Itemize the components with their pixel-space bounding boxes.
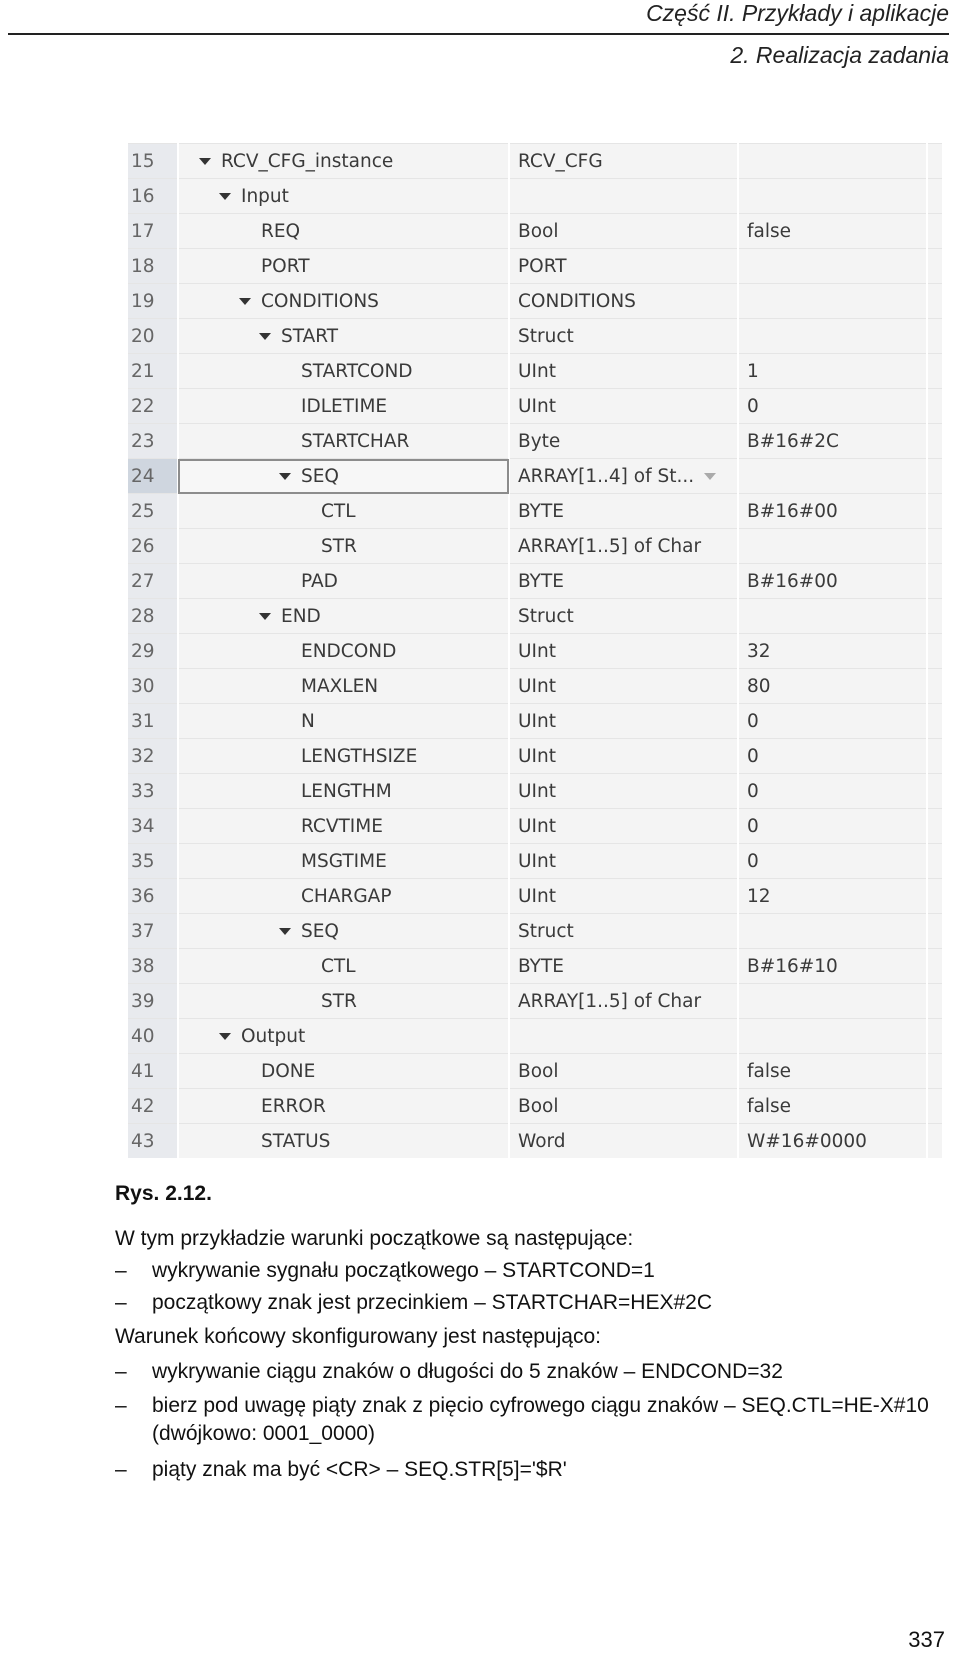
start-value-cell[interactable]: 0: [738, 774, 927, 809]
data-type-cell[interactable]: [509, 529, 738, 564]
data-type-cell[interactable]: [509, 284, 738, 319]
variable-name-cell[interactable]: [178, 424, 509, 459]
row-number: 35: [128, 844, 178, 879]
variable-name: Input: [241, 185, 289, 207]
start-value-cell[interactable]: 0: [738, 739, 927, 774]
start-value-cell[interactable]: 0: [738, 809, 927, 844]
variable-name-cell[interactable]: [178, 564, 509, 599]
start-value-cell[interactable]: B#16#2C: [738, 424, 927, 459]
extra-column-cell: [927, 529, 942, 564]
start-value-cell[interactable]: 1: [738, 354, 927, 389]
data-type: UInt: [518, 815, 556, 837]
variable-name-cell[interactable]: [178, 529, 509, 564]
row-number: 40: [128, 1019, 178, 1054]
variable-name: Output: [241, 1025, 306, 1047]
data-type-cell[interactable]: [509, 459, 738, 494]
list-item-text: początkowy znak jest przecinkiem – STARTCHAR=HEX#2C: [152, 1291, 713, 1314]
data-type: Struct: [518, 605, 574, 627]
data-type-cell[interactable]: [509, 634, 738, 669]
row-number: 26: [128, 529, 178, 564]
variable-name: END: [281, 605, 321, 627]
extra-column-cell: [927, 669, 942, 704]
variable-name: ERROR: [261, 1095, 326, 1117]
extra-column-cell: [927, 774, 942, 809]
data-type: UInt: [518, 710, 556, 732]
data-type: Bool: [518, 220, 559, 242]
row-number: 29: [128, 634, 178, 669]
extra-column-cell: [927, 459, 942, 494]
data-type-cell[interactable]: [509, 739, 738, 774]
data-type: BYTE: [518, 500, 564, 522]
table-row[interactable]: [128, 634, 942, 669]
variable-name: ENDCOND: [301, 640, 397, 662]
data-type: UInt: [518, 395, 556, 417]
start-value-cell[interactable]: [738, 459, 927, 494]
row-number: 22: [128, 389, 178, 424]
variable-name: RCVTIME: [301, 815, 383, 837]
table-row[interactable]: [128, 669, 942, 704]
data-type-cell[interactable]: [509, 564, 738, 599]
variable-name: REQ: [261, 220, 301, 242]
table-row[interactable]: [128, 879, 942, 914]
variable-name: IDLETIME: [301, 395, 388, 417]
row-number: 28: [128, 599, 178, 634]
extra-column-cell: [927, 284, 942, 319]
row-number: 17: [128, 214, 178, 249]
variable-name-cell[interactable]: [178, 634, 509, 669]
data-type: Byte: [518, 430, 561, 452]
expand-arrow-icon[interactable]: [239, 298, 251, 305]
row-number: 23: [128, 424, 178, 459]
extra-column-cell: [927, 1054, 942, 1089]
extra-column-cell: [927, 949, 942, 984]
row-number: 42: [128, 1089, 178, 1124]
extra-column-cell: [927, 424, 942, 459]
table-row[interactable]: [128, 459, 942, 494]
start-value-cell[interactable]: false: [738, 1089, 927, 1124]
data-type: UInt: [518, 745, 556, 767]
data-type-cell[interactable]: [509, 704, 738, 739]
variable-name: STR: [321, 535, 357, 557]
table-row[interactable]: [128, 1054, 942, 1089]
data-type-cell[interactable]: [509, 599, 738, 634]
row-number: 16: [128, 179, 178, 214]
list-dash: –: [115, 1458, 127, 1481]
table-row[interactable]: [128, 529, 942, 564]
variable-name: MAXLEN: [301, 675, 379, 697]
expand-arrow-icon[interactable]: [279, 473, 291, 480]
data-type-cell[interactable]: [509, 1054, 738, 1089]
data-type-cell[interactable]: [509, 774, 738, 809]
table-row[interactable]: [128, 599, 942, 634]
data-type-cell[interactable]: [509, 1089, 738, 1124]
extra-column-cell: [927, 319, 942, 354]
start-value-cell[interactable]: 0: [738, 389, 927, 424]
data-type-cell[interactable]: [509, 949, 738, 984]
row-number: 19: [128, 284, 178, 319]
variable-name-cell[interactable]: [178, 949, 509, 984]
data-type: ARRAY[1..5] of Char: [518, 535, 702, 557]
variable-name-cell[interactable]: [178, 879, 509, 914]
expand-arrow-icon[interactable]: [259, 333, 271, 340]
data-type-cell[interactable]: [509, 214, 738, 249]
row-number: 20: [128, 319, 178, 354]
data-type: UInt: [518, 850, 556, 872]
running-header-chapter: 2. Realizacja zadania: [730, 42, 949, 68]
extra-column-cell: [927, 809, 942, 844]
variable-name-cell[interactable]: [178, 774, 509, 809]
row-number: 21: [128, 354, 178, 389]
table-row[interactable]: [128, 1124, 942, 1159]
row-number: 36: [128, 879, 178, 914]
data-type: UInt: [518, 675, 556, 697]
start-value-cell[interactable]: [738, 984, 927, 1019]
start-value-cell[interactable]: B#16#00: [738, 494, 927, 529]
list-dash: –: [115, 1360, 127, 1383]
list-item-text: wykrywanie ciągu znaków o długości do 5 znaków – ENDCOND=32: [152, 1360, 783, 1383]
data-type-cell[interactable]: [509, 249, 738, 284]
table-row[interactable]: [128, 774, 942, 809]
row-number: 30: [128, 669, 178, 704]
row-number: 15: [128, 144, 178, 179]
running-header-part: Część II. Przykłady i aplikacje: [646, 0, 949, 26]
table-row[interactable]: [128, 284, 942, 319]
table-row[interactable]: [128, 249, 942, 284]
data-type: Word: [518, 1130, 566, 1152]
data-type: BYTE: [518, 955, 564, 977]
data-type: Bool: [518, 1095, 559, 1117]
extra-column-cell: [927, 249, 942, 284]
table-row[interactable]: [128, 844, 942, 879]
list-item: [115, 1392, 945, 1448]
variable-name-cell[interactable]: [178, 1054, 509, 1089]
extra-column-cell: [927, 1019, 942, 1054]
variable-name-cell[interactable]: [178, 354, 509, 389]
data-type: ARRAY[1..4] of St...: [518, 465, 695, 487]
variable-name: STR: [321, 990, 357, 1012]
table-row[interactable]: [128, 704, 942, 739]
list-item: [115, 1358, 945, 1386]
table-row[interactable]: [128, 564, 942, 599]
extra-column-cell: [927, 1124, 942, 1159]
table-row[interactable]: [128, 949, 942, 984]
start-value-cell[interactable]: B#16#00: [738, 564, 927, 599]
variable-name: DONE: [261, 1060, 316, 1082]
extra-column-cell: [927, 844, 942, 879]
start-value-cell[interactable]: 0: [738, 704, 927, 739]
row-number: 32: [128, 739, 178, 774]
data-type: RCV_CFG: [518, 150, 603, 172]
expand-arrow-icon[interactable]: [219, 1033, 231, 1040]
table-row[interactable]: [128, 914, 942, 949]
data-type: Struct: [518, 920, 574, 942]
extra-column-cell: [927, 984, 942, 1019]
extra-column-cell: [927, 739, 942, 774]
page-number: 337: [908, 1627, 945, 1652]
list-item: [115, 1289, 945, 1317]
list-item-text: bierz pod uwagę piąty znak z pięcio cyfrowego ciągu znaków – SEQ.CTL=HE-X#10 (dwójkowo: 0001_0000): [152, 1394, 929, 1445]
start-value-cell[interactable]: false: [738, 214, 927, 249]
row-number: 34: [128, 809, 178, 844]
figure-caption: Rys. 2.12.: [115, 1182, 212, 1205]
data-type: ARRAY[1..5] of Char: [518, 990, 702, 1012]
row-number: 41: [128, 1054, 178, 1089]
variable-name-cell[interactable]: [178, 389, 509, 424]
start-value-cell[interactable]: B#16#10: [738, 949, 927, 984]
table-row[interactable]: [128, 984, 942, 1019]
extra-column-cell: [927, 389, 942, 424]
data-type-cell[interactable]: [509, 494, 738, 529]
row-number: 27: [128, 564, 178, 599]
list-dash: –: [115, 1291, 127, 1314]
variable-name-cell[interactable]: [178, 284, 509, 319]
variable-name: PORT: [261, 255, 310, 277]
table-row[interactable]: [128, 144, 942, 179]
variable-name-cell[interactable]: [178, 214, 509, 249]
extra-column-cell: [927, 564, 942, 599]
table-row[interactable]: [128, 389, 942, 424]
start-value-cell[interactable]: [738, 599, 927, 634]
variable-name: STARTCHAR: [301, 430, 410, 452]
variable-name-cell[interactable]: [178, 1019, 509, 1054]
start-value-cell[interactable]: 32: [738, 634, 927, 669]
variable-name-cell[interactable]: [178, 739, 509, 774]
data-type: Bool: [518, 1060, 559, 1082]
variable-name: PAD: [301, 570, 338, 592]
start-value-cell[interactable]: 0: [738, 844, 927, 879]
list-dash: –: [115, 1394, 127, 1417]
data-type: PORT: [518, 255, 567, 277]
data-type: UInt: [518, 360, 556, 382]
extra-column-cell: [927, 354, 942, 389]
extra-column-cell: [927, 879, 942, 914]
data-type-cell[interactable]: [509, 879, 738, 914]
variable-name: STARTCOND: [301, 360, 413, 382]
extra-column-cell: [927, 1089, 942, 1124]
table-row[interactable]: [128, 1019, 942, 1054]
intro-paragraph: W tym przykładzie warunki początkowe są następujące:: [115, 1227, 634, 1250]
data-type-cell[interactable]: [509, 424, 738, 459]
row-number: 43: [128, 1124, 178, 1159]
table-row[interactable]: [128, 1089, 942, 1124]
variable-name-cell[interactable]: [178, 1124, 509, 1159]
dropdown-arrow-icon[interactable]: [704, 473, 716, 480]
start-value-cell[interactable]: [738, 914, 927, 949]
row-number: 38: [128, 949, 178, 984]
list-item-text: wykrywanie sygnału początkowego – STARTCOND=1: [152, 1259, 655, 1282]
table-row[interactable]: [128, 179, 942, 214]
data-type: UInt: [518, 780, 556, 802]
variable-name: MSGTIME: [301, 850, 387, 872]
extra-column-cell: [927, 914, 942, 949]
variable-name-cell[interactable]: [178, 179, 509, 214]
data-type: UInt: [518, 640, 556, 662]
variable-name-cell[interactable]: [178, 984, 509, 1019]
variable-name: CTL: [321, 955, 356, 977]
variable-name-cell[interactable]: [178, 599, 509, 634]
variable-name: START: [281, 325, 339, 347]
variable-name: CTL: [321, 500, 356, 522]
row-number: 37: [128, 914, 178, 949]
list-item: [115, 1257, 945, 1285]
variable-name-cell[interactable]: [178, 249, 509, 284]
variable-name-cell[interactable]: [178, 809, 509, 844]
variable-name: LENGTHM: [301, 780, 392, 802]
data-type-cell[interactable]: [509, 809, 738, 844]
row-number: 39: [128, 984, 178, 1019]
variable-name-cell[interactable]: [178, 844, 509, 879]
table-row[interactable]: [128, 214, 942, 249]
variable-name-cell[interactable]: [178, 459, 509, 494]
extra-column-cell: [927, 494, 942, 529]
expand-arrow-icon[interactable]: [219, 193, 231, 200]
variable-name-cell[interactable]: [178, 704, 509, 739]
variable-name: STATUS: [261, 1130, 331, 1152]
end-intro-paragraph: Warunek końcowy skonfigurowany jest następująco:: [115, 1325, 601, 1348]
variable-name: CHARGAP: [301, 885, 392, 907]
data-type-cell[interactable]: [509, 144, 738, 179]
start-value-cell[interactable]: 12: [738, 879, 927, 914]
extra-column-cell: [927, 704, 942, 739]
data-type: UInt: [518, 885, 556, 907]
list-item: [115, 1456, 945, 1484]
start-value-cell[interactable]: [738, 284, 927, 319]
variable-table: [128, 143, 942, 1158]
row-number: 18: [128, 249, 178, 284]
start-value-cell[interactable]: W#16#0000: [738, 1124, 927, 1159]
start-value-cell[interactable]: [738, 249, 927, 284]
data-type-cell[interactable]: [509, 389, 738, 424]
variable-name-cell[interactable]: [178, 914, 509, 949]
start-value-cell[interactable]: 80: [738, 669, 927, 704]
row-number: 25: [128, 494, 178, 529]
expand-arrow-icon[interactable]: [199, 158, 211, 165]
variable-name: SEQ: [301, 465, 339, 487]
variable-name-cell[interactable]: [178, 1089, 509, 1124]
start-value-cell[interactable]: [738, 529, 927, 564]
row-number: 24: [128, 459, 178, 494]
table-row[interactable]: [128, 739, 942, 774]
expand-arrow-icon[interactable]: [259, 613, 271, 620]
data-type: CONDITIONS: [518, 290, 636, 312]
variable-name: SEQ: [301, 920, 339, 942]
expand-arrow-icon[interactable]: [279, 928, 291, 935]
start-value-cell[interactable]: [738, 179, 927, 214]
variable-name: LENGTHSIZE: [301, 745, 418, 767]
extra-column-cell: [927, 144, 942, 179]
start-value-cell[interactable]: false: [738, 1054, 927, 1089]
table-row[interactable]: [128, 354, 942, 389]
table-row[interactable]: [128, 809, 942, 844]
table-row[interactable]: [128, 319, 942, 354]
header-rule: [8, 33, 949, 35]
row-number: 31: [128, 704, 178, 739]
data-type-cell[interactable]: [509, 914, 738, 949]
data-type-cell[interactable]: [509, 984, 738, 1019]
data-type: BYTE: [518, 570, 564, 592]
row-number: 33: [128, 774, 178, 809]
data-type-cell[interactable]: [509, 669, 738, 704]
table-row[interactable]: [128, 494, 942, 529]
list-item-text: piąty znak ma być <CR> – SEQ.STR[5]='$R': [152, 1458, 567, 1481]
variable-name-cell[interactable]: [178, 319, 509, 354]
data-type-cell[interactable]: [509, 354, 738, 389]
variable-name: RCV_CFG_instance: [221, 150, 394, 172]
extra-column-cell: [927, 634, 942, 669]
variable-name-cell[interactable]: [178, 494, 509, 529]
list-dash: –: [115, 1259, 127, 1282]
extra-column-cell: [927, 179, 942, 214]
variable-name-cell[interactable]: [178, 669, 509, 704]
data-type: Struct: [518, 325, 574, 347]
data-type-cell[interactable]: [509, 1019, 738, 1054]
variable-name: N: [301, 710, 315, 732]
data-type-cell[interactable]: [509, 179, 738, 214]
extra-column-cell: [927, 599, 942, 634]
extra-column-cell: [927, 214, 942, 249]
variable-name-cell[interactable]: [178, 144, 509, 179]
variable-name: CONDITIONS: [261, 290, 379, 312]
data-type-cell[interactable]: [509, 844, 738, 879]
table-row[interactable]: [128, 424, 942, 459]
data-type-cell[interactable]: [509, 319, 738, 354]
data-type-cell[interactable]: [509, 1124, 738, 1159]
start-value-cell[interactable]: [738, 1019, 927, 1054]
start-value-cell[interactable]: [738, 319, 927, 354]
start-value-cell[interactable]: [738, 144, 927, 179]
